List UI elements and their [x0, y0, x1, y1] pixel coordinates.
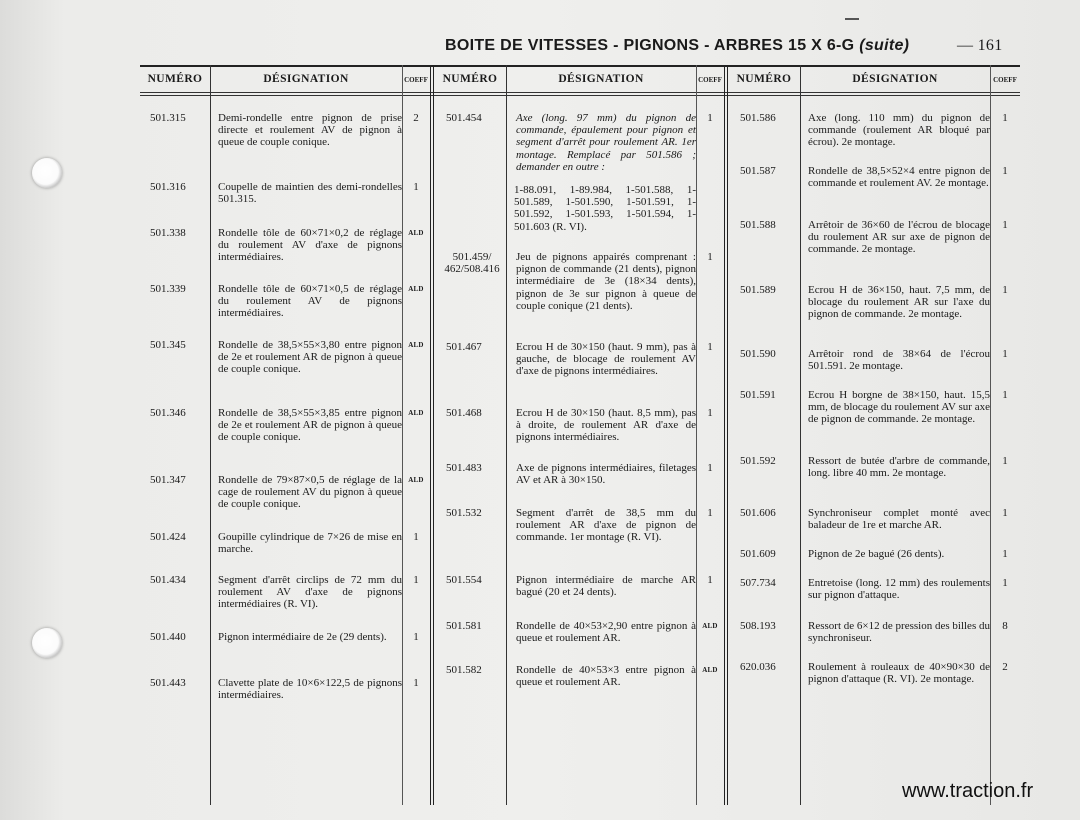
part-number: 508.193 — [740, 620, 776, 632]
part-designation: Pignon intermédiaire de 2e (29 dents). — [218, 631, 387, 643]
part-coeff: 1 — [413, 531, 419, 543]
part-number: 501.591 — [740, 389, 776, 401]
part-coeff: 1 — [1002, 348, 1008, 360]
col-header-coeff: COEFF — [698, 76, 722, 84]
part-number: 501.582 — [446, 664, 482, 676]
part-references: 1-88.091, 1-89.984, 1-501.588, 1-501.589, 1-501.590, 1-501.591, 1-501.592, 1-501.593, 1-501.594, 1-501.603 (R. VI). — [514, 184, 696, 233]
part-number: 501.606 — [740, 507, 776, 519]
part-coeff: ALD — [408, 229, 424, 237]
part-coeff: 1 — [707, 574, 713, 586]
part-designation: Ecrou H de 30×150 (haut. 9 mm), pas à gauche, de blocage de roulement AV d'axe de pignons intermédiaires. — [516, 341, 696, 378]
part-coeff: ALD — [702, 666, 718, 674]
part-coeff: ALD — [408, 476, 424, 484]
col-header-coeff: COEFF — [993, 76, 1017, 84]
part-designation: Rondelle de 38,5×52×4 entre pignon de commande et roulement AV. 2e montage. — [808, 165, 990, 190]
part-coeff: 1 — [707, 462, 713, 474]
col-header-designation: DÉSIGNATION — [263, 73, 349, 85]
part-designation: Ecrou H borgne de 38×150, haut. 15,5 mm, de blocage du roulement AV sur axe de pignon de commande. 2e montage. — [808, 389, 990, 426]
part-number: 501.468 — [446, 407, 482, 419]
part-coeff: 1 — [413, 631, 419, 643]
part-coeff: ALD — [408, 409, 424, 417]
part-designation: Rondelle de 40×53×3 entre pignon à queue et roulement AR. — [516, 664, 696, 689]
part-number: 501.609 — [740, 548, 776, 560]
part-coeff: 1 — [1002, 507, 1008, 519]
column-rule — [696, 65, 697, 805]
part-designation: Clavette plate de 10×6×122,5 de pignons intermédiaires. — [218, 677, 402, 702]
part-number: 501.339 — [150, 283, 186, 295]
part-coeff: 1 — [707, 341, 713, 353]
col-header-numero: NUMÉRO — [736, 73, 792, 85]
part-designation: Synchroniseur complet monté avec baladeur de 1re et marche AR. — [808, 507, 990, 532]
page-title: BOITE DE VITESSES - PIGNONS - ARBRES 15 X 6-G (suite) — [445, 37, 910, 54]
part-number: 501.459/ 462/508.416 — [444, 251, 500, 276]
part-designation: Segment d'arrêt de 38,5 mm du roulement AR d'axe de pignon de commande. 1er montage (R. VI). — [516, 507, 696, 544]
part-designation: Coupelle de maintien des demi-rondelles 501.315. — [218, 181, 402, 206]
part-number: 501.586 — [740, 112, 776, 124]
part-designation: Rondelle de 40×53×2,90 entre pignon à queue et roulement AR. — [516, 620, 696, 645]
part-designation: Segment d'arrêt circlips de 72 mm du roulement AV d'axe de pignons intermédiaires (R. VI). — [218, 574, 402, 611]
part-coeff: ALD — [408, 341, 424, 349]
part-designation: Ecrou H de 36×150, haut. 7,5 mm, de blocage du roulement AR sur l'axe du pignon de commande. 2e montage. — [808, 284, 990, 321]
part-number: 501.424 — [150, 531, 186, 543]
part-number: 501.454 — [446, 112, 482, 124]
column-rule — [402, 65, 403, 805]
column-rule — [506, 65, 507, 805]
col-header-designation: DÉSIGNATION — [558, 73, 644, 85]
part-designation: Ressort de 6×12 de pression des billes du synchroniseur. — [808, 620, 990, 645]
part-designation: Rondelle de 38,5×55×3,80 entre pignon de 2e et roulement AR de pignon à queue de couple conique. — [218, 339, 402, 376]
header-rule — [140, 95, 1020, 96]
part-number: 501.346 — [150, 407, 186, 419]
part-number: 501.315 — [150, 112, 186, 124]
part-number: 501.467 — [446, 341, 482, 353]
part-number: 501.581 — [446, 620, 482, 632]
part-number: 501.434 — [150, 574, 186, 586]
part-designation: Rondelle de 79×87×0,5 de réglage de la cage de roulement AV du pignon à queue de couple conique. — [218, 474, 402, 511]
part-designation: Rondelle de 38,5×55×3,85 entre pignon de 2e et roulement AR de pignon à queue de couple conique. — [218, 407, 402, 444]
part-designation: Axe (long. 97 mm) du pignon de commande, épaulement pour pignon et segment d'arrêt pour roulement AR. 1er montage. Remplacé par 501.586 ; demander en outre : — [516, 112, 696, 173]
part-number: 501.443 — [150, 677, 186, 689]
part-number: 501.316 — [150, 181, 186, 193]
part-coeff: 1 — [413, 181, 419, 193]
part-designation: Pignon intermédiaire de marche AR bagué (20 et 24 dents). — [516, 574, 696, 599]
column-divider — [430, 65, 434, 805]
part-coeff: 1 — [1002, 219, 1008, 231]
column-divider — [724, 65, 728, 805]
part-designation: Axe de pignons intermédiaires, filetages AV et AR à 30×150. — [516, 462, 696, 487]
part-number: 501.532 — [446, 507, 482, 519]
table-top-rule — [140, 65, 1020, 67]
column-rule — [800, 65, 801, 805]
part-number: 501.345 — [150, 339, 186, 351]
part-designation: Rondelle tôle de 60×71×0,2 de réglage du roulement AV d'axe de pignons intermédiaires. — [218, 227, 402, 264]
page-header — [445, 37, 1055, 61]
part-coeff: 1 — [413, 677, 419, 689]
part-coeff: 1 — [1002, 112, 1008, 124]
part-coeff: 1 — [707, 407, 713, 419]
part-coeff: 1 — [1002, 455, 1008, 467]
part-number: 501.588 — [740, 219, 776, 231]
part-number: 501.554 — [446, 574, 482, 586]
part-coeff: 1 — [1002, 284, 1008, 296]
part-designation: Axe (long. 110 mm) du pignon de commande (roulement AR bloqué par écrou). 2e montage. — [808, 112, 990, 149]
part-number: 501.587 — [740, 165, 776, 177]
part-coeff: 1 — [1002, 548, 1008, 560]
page-number: — 161 — [957, 37, 1003, 54]
part-number: 620.036 — [740, 661, 776, 673]
part-number: 501.590 — [740, 348, 776, 360]
part-number: 507.734 — [740, 577, 776, 589]
part-coeff: ALD — [408, 285, 424, 293]
part-coeff: 1 — [1002, 165, 1008, 177]
part-coeff: 2 — [413, 112, 419, 124]
part-designation: Roulement à rouleaux de 40×90×30 de pignon d'attaque (R. VI). 2e montage. — [808, 661, 990, 686]
part-coeff: 1 — [1002, 389, 1008, 401]
part-coeff: 1 — [1002, 577, 1008, 589]
part-number: 501.483 — [446, 462, 482, 474]
part-coeff: ALD — [702, 622, 718, 630]
part-designation: Pignon de 2e bagué (26 dents). — [808, 548, 945, 560]
part-number: 501.347 — [150, 474, 186, 486]
part-designation: Demi-rondelle entre pignon de prise directe et roulement AV de pignon à queue de couple conique. — [218, 112, 402, 149]
part-coeff: 1 — [707, 507, 713, 519]
col-header-designation: DÉSIGNATION — [852, 73, 938, 85]
header-rule — [140, 92, 1020, 93]
part-designation: Arrêtoir de 36×60 de l'écrou de blocage du roulement AR sur axe de pignon de commande. 2e montage. — [808, 219, 990, 256]
part-designation: Ressort de butée d'arbre de commande, long. libre 40 mm. 2e montage. — [808, 455, 990, 480]
part-designation: Jeu de pignons appairés comprenant : pignon de commande (21 dents), pignon intermédiaire de 3e (18×34 dents), pignon de 3e sur pignon à queue de couple conique (21 dents). — [516, 251, 696, 312]
part-coeff: 2 — [1002, 661, 1008, 673]
page-title-suite: (suite) — [859, 37, 910, 54]
part-designation: Entretoise (long. 12 mm) des roulements sur pignon d'attaque. — [808, 577, 990, 602]
part-coeff: 8 — [1002, 620, 1008, 632]
part-number: 501.440 — [150, 631, 186, 643]
part-designation: Arrêtoir rond de 38×64 de l'écrou 501.591. 2e montage. — [808, 348, 990, 373]
website-watermark: www.traction.fr — [902, 780, 1034, 802]
part-designation: Rondelle tôle de 60×71×0,5 de réglage du roulement AV de pignons intermédiaires. — [218, 283, 402, 320]
binder-hole — [32, 628, 62, 658]
part-coeff: 1 — [707, 112, 713, 124]
column-rule — [210, 65, 211, 805]
part-number: 501.589 — [740, 284, 776, 296]
part-coeff: 1 — [707, 251, 713, 263]
parts-table — [140, 65, 1020, 805]
col-header-numero: NUMÉRO — [147, 73, 203, 85]
part-designation: Ecrou H de 30×150 (haut. 8,5 mm), pas à droite, de roulement AR d'axe de pignons intermédiaires. — [516, 407, 696, 444]
col-header-coeff: COEFF — [404, 76, 428, 84]
col-header-numero: NUMÉRO — [442, 73, 498, 85]
binder-hole — [32, 158, 62, 188]
part-coeff: 1 — [413, 574, 419, 586]
part-number: 501.338 — [150, 227, 186, 239]
part-designation: Goupille cylindrique de 7×26 de mise en marche. — [218, 531, 402, 556]
page-mark — [845, 18, 859, 20]
part-number: 501.592 — [740, 455, 776, 467]
